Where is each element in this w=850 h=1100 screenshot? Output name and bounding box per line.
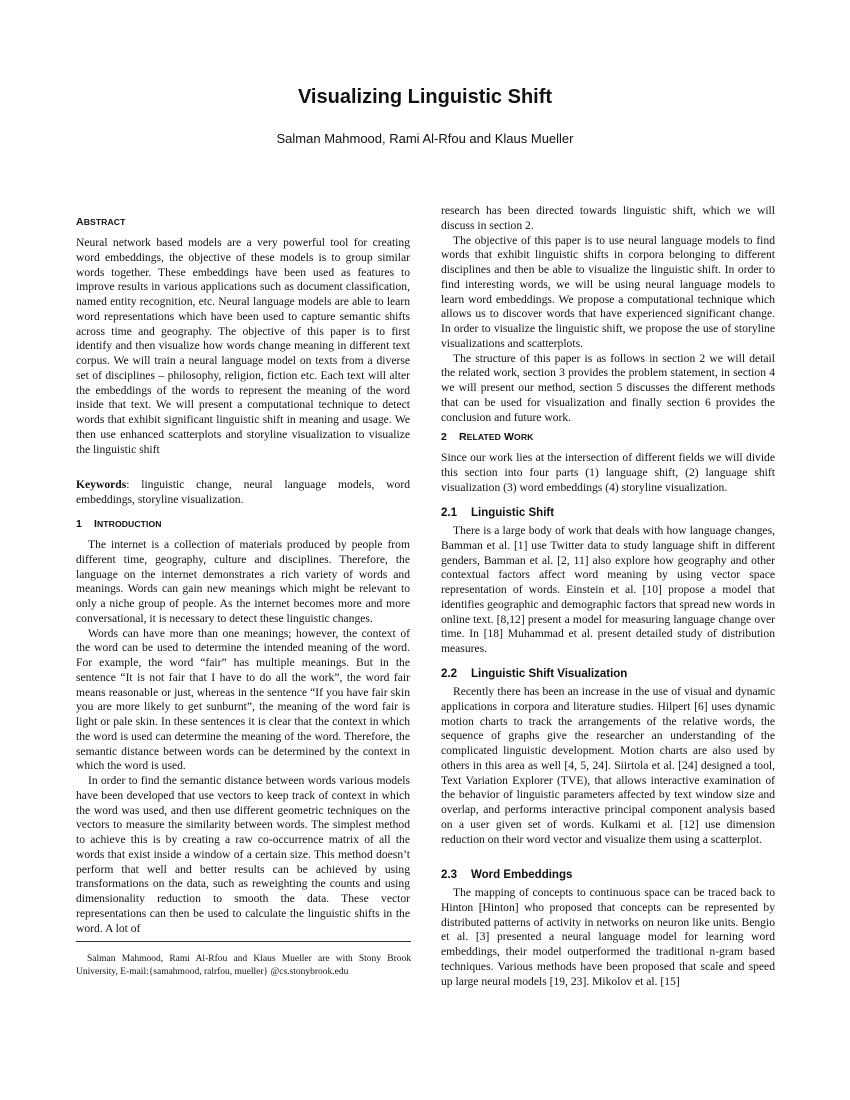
- intro-paragraph: In order to find the semantic distance between words various models have been developed that use vectors to keep track of context in which the word was used, and then use different geometric techniques on the vectors to measure the similarity between words. The simplest method to achieve this is by creating a raw co-occurrence matrix of all the words that exist inside a window of a certain size. This method doesn’t perform that well and better results can be achieved by using transformations on the data, such as reweighting the counts and using dimensionality reduction to smooth the data. These vector representations can then be used to calculate the linguistic shifts in the word. A lot of: [76, 774, 410, 935]
- intro-paragraph: The structure of this paper is as follows in section 2 we will detail the related work, section 3 provides the problem statement, in section 4 we will present our method, section 5 discusses the different methods that can be used for visualization and finally section 6 provides the conclusion and future work.: [441, 351, 775, 424]
- intro-paragraph: The internet is a collection of materials produced by people from different time, geography, culture and disciplines. Therefore, the language on the internet demonstrates a rich variety of words and meanings. Words can gain new meanings which might be relevant to only a niche group of people. As the internet becomes more and more conversational, it is necessary to detect these linguistic changes.: [76, 538, 410, 625]
- subsection-text: The mapping of concepts to continuous space can be traced back to Hinton [Hinton] who proposed that concepts can be represented by distributed patterns of activity in networks on neuron like units. Bengio et al. [3] presented a neural language model for learning word embeddings, their model outperformed the traditional n-gram based techniques. Various methods have been proposed that scale and speed up large neural models [19, 23]. Mikolov et al. [15]: [441, 886, 775, 988]
- keywords-label: Keywords: [76, 478, 127, 491]
- abstract-heading: ABSTRACT: [76, 216, 126, 228]
- related-work-heading: 2 RELATED WORK: [441, 431, 534, 443]
- intro-body: [76, 538, 410, 936]
- paper-title: Visualizing Linguistic Shift: [297, 86, 553, 108]
- subsection-linguistic-shift-body: [441, 524, 775, 657]
- subsection-shift-visualization-body: [441, 685, 775, 847]
- subsection-text: There is a large body of work that deals with how language changes, Bamman et al. [1] use Twitter data to study language shift in different genders, Bamman et al. [2, 11] also explore how geography and other contextual factors affect word meaning by using vector space representation of words. Einstein et al. [10] propose a model that identifies geographic and demographic factors that spread new words in online text. [8,12] present a model for measuring language change over time. In [18] Muhammad et al. present detailed study of distribution measures.: [441, 524, 775, 655]
- paper-authors: Salman Mahmood, Rami Al-Rfou and Klaus Mueller: [276, 131, 574, 146]
- subsection-shift-visualization-heading: 2.2 Linguistic Shift Visualization: [441, 668, 628, 680]
- abstract-text: Neural network based models are a very powerful tool for creating word embeddings, the objective of these models is to group similar words together. These embeddings have been used as features to improve results in various applications such as document classification, named entity recognition, etc. Neural language models are able to learn word representations which have been used to capture semantic shifts across time and geography. The objective of this paper is to first identify and then visualize how words change meaning in different text corpus. We will train a neural language model on texts from a diverse set of disciplines – philosophy, religion, fiction etc. Each text will alter the embeddings of the words to represent the meaning of the word inside that text. We will present a computational technique to detect words that exhibit significant linguistic shift in meaning and usage. We then use enhanced scatterplots and storyline visualization to visualize the linguistic shift: [76, 236, 410, 456]
- keywords-block: [76, 478, 410, 508]
- related-work-intro: [441, 451, 775, 495]
- intro-paragraph: The objective of this paper is to use neural language models to find words that exhibit linguistic shifts in corpora belonging to different disciplines and then be able to visualize the linguistic shift. In order to find interesting words, we will be using neural language models to learn word embeddings. We propose a computational technique which allows us to discover words that have experienced significant change. In order to visualize the linguistic shift, we propose the use of storyline visualizations and scatterplots.: [441, 233, 775, 350]
- subsection-linguistic-shift-heading: 2.1 Linguistic Shift: [441, 507, 555, 519]
- abstract-block: [76, 236, 410, 457]
- subsection-word-embeddings-body: [441, 886, 775, 989]
- footnote-divider: [76, 941, 411, 942]
- intro-paragraph: research has been directed towards linguistic shift, which we will discuss in section 2.: [441, 204, 775, 232]
- footnote: Salman Mahmood, Rami Al-Rfou and Klaus Mueller are with Stony Brook University, E-mail:{samahmood, ralrfou, mueller} @cs.stonybrook.edu: [76, 954, 411, 977]
- subsection-word-embeddings-heading: 2.3 Word Embeddings: [441, 869, 573, 881]
- intro-heading: 1 INTRODUCTION: [76, 518, 162, 530]
- keywords-text: : linguistic change, neural language models, word embeddings, storyline visualization.: [76, 478, 410, 506]
- related-work-text: Since our work lies at the intersection of different fields we will divide this section into four parts (1) language shift, (2) language shift visualization (3) word embeddings (4) storyline visualization.: [441, 451, 775, 494]
- intro-paragraph: Words can have more than one meanings; however, the context of the word can be used to determine the intended meaning of the word. For example, the word “fair” has multiple meanings. But in the sentence “It is not fair that I have to do all the work”, the word fair means reasonable or just, whereas in the sentence “If you have fair skin you are more likely to get sunburnt”, the meaning of the word fair is light or pale skin. In these sentences it is clear that the context in which the word is used can determine the meaning of the word. Therefore, the semantic distance between words can be determined by the context in which the word is used.: [76, 626, 410, 773]
- subsection-text: Recently there has been an increase in the use of visual and dynamic applications in corpora and literature studies. Hilpert [6] uses dynamic motion charts to track the arrangements of the relative words, the sequence of graphs give the researcher an understanding of the complicated linguistic development. Motion charts are also used by others in this area as well [4, 5, 24]. Siirtola et al. [24] designed a tool, Text Variation Explorer (TVE), that allows interactive examination of the behavior of linguistic parameters affected by text window size and overlap, and performs interactive principal component analysis based on a user given set of words. Kulkami et al. [12] use dimension reduction on their word vector and visualize them using a scatterplot.: [441, 685, 775, 846]
- intro-continued: [441, 204, 775, 425]
